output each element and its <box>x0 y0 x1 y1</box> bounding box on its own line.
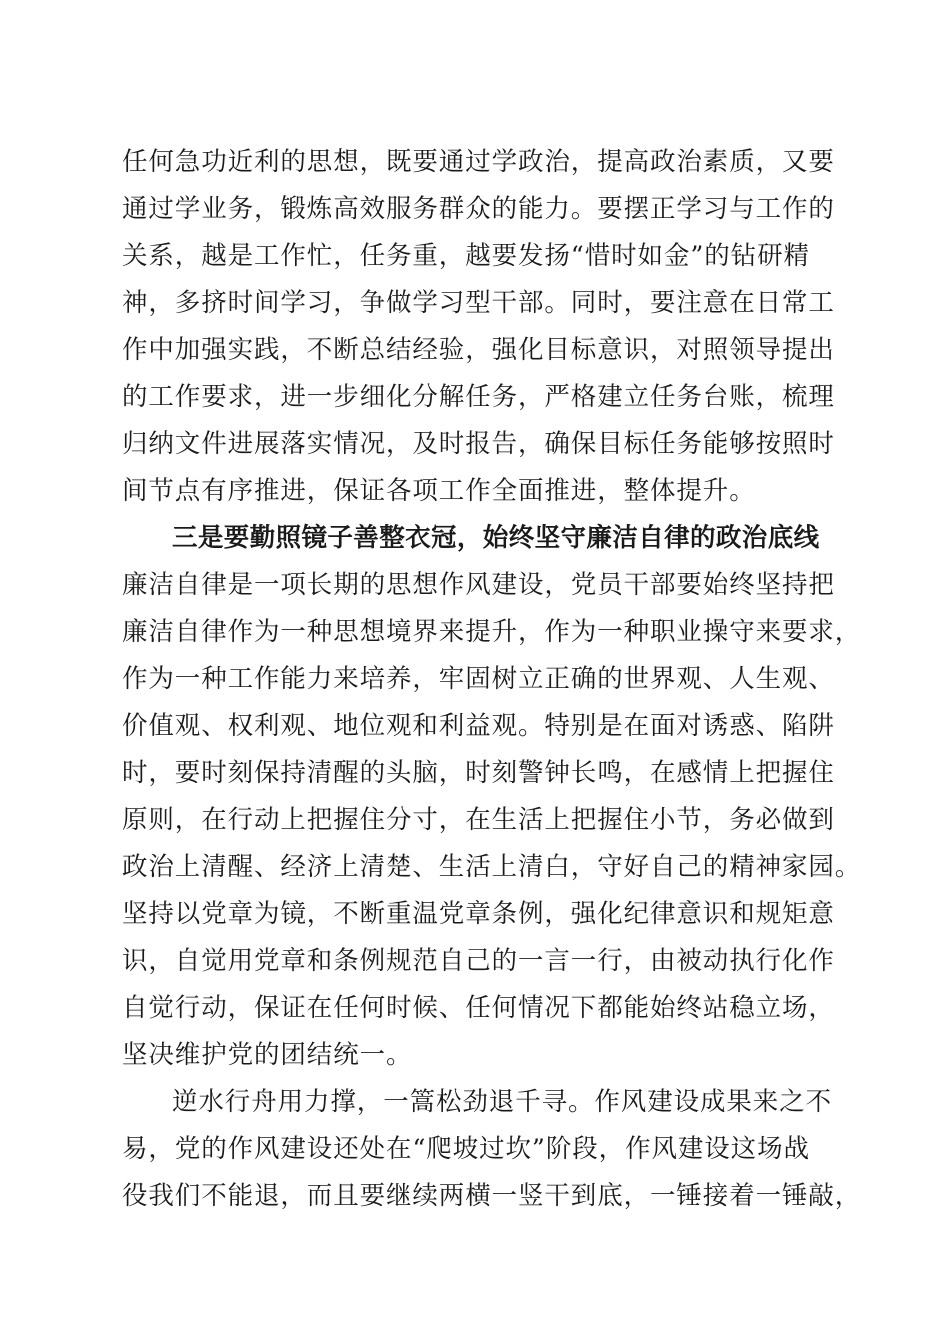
paragraph-2-line-4: 价值观、权利观、地位观和利益观。特别是在面对诱惑、陷阱 <box>122 711 835 741</box>
paragraph-3-line-3: 役我们不能退，而且要继续两横一竖干到底，一锤接着一锤敲， <box>122 1181 862 1211</box>
paragraph-1-line-3: 关系，越是工作忙，任务重，越要发扬“惜时如金”的钻研精 <box>122 241 810 271</box>
paragraph-1-line-7: 归纳文件进展落实情况，及时报告，确保目标任务能够按照时 <box>122 429 835 459</box>
paragraph-1-line-6: 的工作要求，进一步细化分解任务，严格建立任务台账，梳理 <box>122 382 835 412</box>
paragraph-2-line-3: 作为一种工作能力来培养，牢固树立正确的世界观、人生观、 <box>122 664 835 694</box>
paragraph-3-line-2: 易，党的作风建设还处在“爬坡过坎”阶段，作风建设这场战 <box>122 1134 810 1164</box>
paragraph-3-line-1: 逆水行舟用力撑，一篙松劲退千寻。作风建设成果来之不 <box>172 1087 833 1117</box>
paragraph-2-line-9: 识，自觉用党章和条例规范自己的一言一行，由被动执行化作 <box>122 946 835 976</box>
paragraph-2-line-7: 政治上清醒、经济上清楚、生活上清白，守好自己的精神家园。 <box>122 852 862 882</box>
paragraph-1-line-2: 通过学业务，锻炼高效服务群众的能力。要摆正学习与工作的 <box>122 194 835 224</box>
paragraph-1-line-4: 神，多挤时间学习，争做学习型干部。同时，要注意在日常工 <box>122 288 835 318</box>
paragraph-2-line-5: 时，要时刻保持清醒的头脑，时刻警钟长鸣，在感情上把握住 <box>122 758 835 788</box>
paragraph-2-line-6: 原则，在行动上把握住分寸，在生活上把握住小节，务必做到 <box>122 805 835 835</box>
paragraph-2-line-10: 自觉行动，保证在任何时候、任何情况下都能始终站稳立场， <box>122 993 835 1023</box>
paragraph-2-line-2: 廉洁自律作为一种思想境界来提升，作为一种职业操守来要求， <box>122 617 862 647</box>
section-heading: 三是要勤照镜子善整衣冠，始终坚守廉洁自律的政治底线 <box>172 523 820 553</box>
paragraph-2-line-11: 坚决维护党的团结统一。 <box>122 1040 413 1070</box>
paragraph-1-line-1: 任何急功近利的思想，既要通过学政治，提高政治素质，又要 <box>122 147 835 177</box>
paragraph-2-line-1: 廉洁自律是一项长期的思想作风建设，党员干部要始终坚持把 <box>122 570 835 600</box>
paragraph-1-line-8: 间节点有序推进，保证各项工作全面推进，整体提升。 <box>122 476 756 506</box>
paragraph-1-line-5: 作中加强实践，不断总结经验，强化目标意识，对照领导提出 <box>122 335 835 365</box>
paragraph-2-line-8: 坚持以党章为镜，不断重温党章条例，强化纪律意识和规矩意 <box>122 899 835 929</box>
